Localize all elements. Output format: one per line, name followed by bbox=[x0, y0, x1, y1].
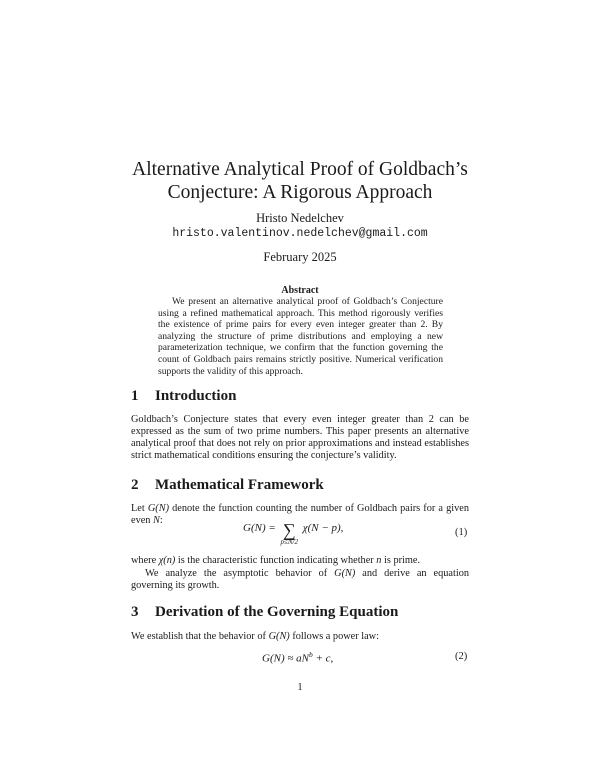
equation-lhs: G(N) = bbox=[243, 522, 276, 534]
publication-date: February 2025 bbox=[263, 250, 337, 264]
section-3-paragraph bbox=[131, 631, 469, 643]
section-2-heading bbox=[131, 477, 471, 494]
text-run: is the characteristic function indicating whether bbox=[175, 555, 377, 566]
title-line-1: Alternative Analytical Proof of Goldbach’s bbox=[132, 159, 468, 180]
section-1-paragraph: Goldbach’s Conjecture states that every even integer greater than 2 can be expressed as the sum of two prime numbers. This paper presents an alternative analytical proof that does not rely on prior approximations and instead establishes strict mathematical conditions ensuring the conjecture’s validity. bbox=[131, 414, 469, 462]
section-2-paragraph-3 bbox=[131, 568, 469, 592]
math-inline: N bbox=[153, 515, 160, 527]
equation-2-number: (2) bbox=[455, 651, 468, 662]
text-run: : bbox=[159, 515, 163, 527]
math-inline: G(N) bbox=[268, 631, 290, 642]
text-run: where bbox=[131, 555, 159, 566]
title-line-2: Conjecture: A Rigorous Approach bbox=[167, 182, 433, 203]
section-title: Derivation of the Governing Equation bbox=[155, 604, 399, 620]
text-run: Let bbox=[131, 503, 148, 514]
math-inline: n bbox=[376, 555, 382, 566]
math-inline: G(N) bbox=[334, 568, 356, 579]
equation-1 bbox=[243, 522, 343, 547]
equation-1-number: (1) bbox=[455, 527, 468, 538]
author-name: Hristo Nedelchev bbox=[256, 211, 344, 225]
text-run: follows a power law: bbox=[289, 631, 379, 642]
section-2-paragraph-2 bbox=[131, 555, 469, 567]
summation bbox=[281, 522, 298, 547]
text-run: is prime. bbox=[381, 555, 421, 566]
abstract-text: We present an alternative analytical proof of Goldbach’s Conjecture using a refined mathematical approach. This method rigorously verifies the existence of prime pairs for every even integer greater than 2. By analyzing the structure of prime distributions and employing a new parameterization technique, we confirm that the function governing the count of Goldbach pairs remains strictly positive. Numerical verification supports the validity of this approach. bbox=[158, 296, 443, 377]
section-title: Mathematical Framework bbox=[155, 477, 324, 493]
paper-title bbox=[0, 158, 600, 204]
math-inline: χ(n) bbox=[158, 555, 176, 566]
page-number: 1 bbox=[297, 682, 303, 693]
section-title: Introduction bbox=[155, 388, 237, 404]
section-3-heading bbox=[131, 604, 471, 621]
equation-rhs: + c, bbox=[312, 652, 334, 665]
sum-subscript: p≤N/2 bbox=[280, 538, 298, 546]
equation-lhs: G(N) ≈ aN bbox=[262, 652, 309, 665]
text-run: We analyze the asymptotic behavior of bbox=[145, 568, 335, 579]
text-run: denote the function counting the number of Goldbach pairs for a given even bbox=[131, 503, 469, 527]
section-number: 3 bbox=[131, 604, 139, 620]
abstract-body bbox=[158, 296, 443, 377]
exponent: b bbox=[308, 650, 313, 659]
abstract-heading: Abstract bbox=[281, 285, 319, 296]
text-run: and derive an equation governing its growth. bbox=[131, 568, 469, 592]
section-1-heading bbox=[131, 388, 471, 405]
equation-2 bbox=[262, 650, 333, 665]
text-run: We establish that the behavior of bbox=[131, 631, 269, 642]
equation-rhs: χ(N − p), bbox=[302, 522, 344, 534]
author-email: hristo.valentinov.nedelchev@gmail.com bbox=[172, 227, 428, 240]
sum-symbol: ∑ bbox=[282, 520, 296, 540]
section-number: 1 bbox=[131, 388, 139, 404]
math-inline: G(N) bbox=[147, 503, 170, 514]
section-number: 2 bbox=[131, 477, 139, 493]
